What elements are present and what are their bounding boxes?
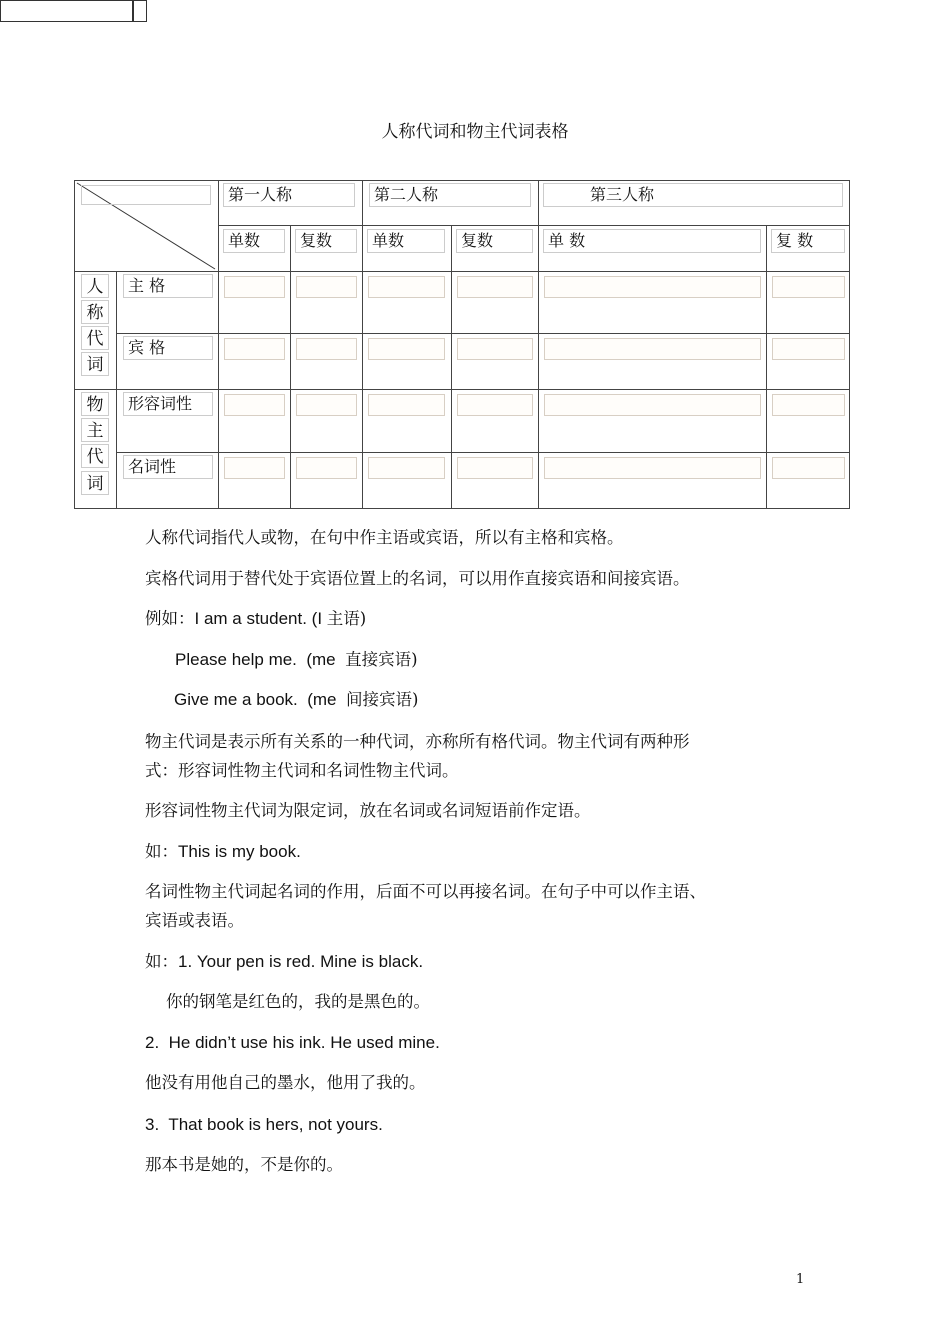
example-line-5: 如：1. Your pen is red. Mine is black. bbox=[145, 952, 424, 971]
diagonal-header-cell bbox=[74, 180, 219, 272]
table-cell bbox=[362, 452, 452, 509]
table-cell bbox=[538, 389, 767, 453]
row-label-noun: 名词性 bbox=[116, 452, 219, 509]
subheader-cell: 复数 bbox=[451, 225, 539, 272]
example-line-3: Give me a book. (me 间接宾语) bbox=[174, 690, 419, 709]
paragraph-object-pronoun: 宾格代词用于替代处于宾语位置上的名词，可以用作直接宾语和间接宾语。 bbox=[145, 569, 690, 588]
header-second-person: 第二人称 bbox=[362, 180, 539, 226]
table-cell bbox=[218, 389, 291, 453]
subheader-cell: 复数 bbox=[290, 225, 363, 272]
table-cell bbox=[451, 333, 539, 390]
paragraph-possessive-line-2: 式：形容词性物主代词和名词性物主代词。 bbox=[145, 761, 459, 780]
example-line-4: 如：This is my book. bbox=[145, 842, 301, 861]
table-cell bbox=[538, 271, 767, 334]
table-cell bbox=[538, 452, 767, 509]
paragraph-personal-pronoun: 人称代词指代人或物，在句中作主语或宾语，所以有主格和宾格。 bbox=[145, 528, 624, 547]
table-cell bbox=[218, 452, 291, 509]
table-cell bbox=[218, 333, 291, 390]
row-label-object: 宾 格 bbox=[116, 333, 219, 390]
table-cell bbox=[766, 389, 850, 453]
table-cell bbox=[362, 271, 452, 334]
paragraph-possessive-line-1: 物主代词是表示所有关系的一种代词，亦称所有格代词。物主代词有两种形 bbox=[145, 732, 690, 751]
table-cell bbox=[766, 271, 850, 334]
table-cell bbox=[290, 333, 363, 390]
subheader-cell: 单 数 bbox=[538, 225, 767, 272]
table-cell bbox=[451, 389, 539, 453]
header-first-person: 第一人称 bbox=[218, 180, 363, 226]
example-line-7: 3. That book is hers, not yours. bbox=[145, 1115, 383, 1134]
table-cell bbox=[290, 271, 363, 334]
row-label-adjective: 形容词性 bbox=[116, 389, 219, 453]
table-cell bbox=[766, 333, 850, 390]
subheader-cell: 单数 bbox=[362, 225, 452, 272]
table-cell bbox=[451, 452, 539, 509]
table-cell bbox=[290, 389, 363, 453]
example-translation-6: 他没有用他自己的墨水，他用了我的。 bbox=[145, 1073, 426, 1092]
example-translation-7: 那本书是她的，不是你的。 bbox=[145, 1155, 343, 1174]
corner-frame bbox=[0, 0, 133, 22]
example-translation-5: 你的钢笔是红色的，我的是黑色的。 bbox=[166, 992, 430, 1011]
table-cell bbox=[538, 333, 767, 390]
table-cell bbox=[766, 452, 850, 509]
paragraph-adjective-possessive: 形容词性物主代词为限定词，放在名词或名词短语前作定语。 bbox=[145, 801, 591, 820]
example-line-6: 2. He didn’t use his ink. He used mine. bbox=[145, 1033, 440, 1052]
page-number: 1 bbox=[796, 1272, 805, 1287]
page-title: 人称代词和物主代词表格 bbox=[381, 122, 569, 142]
paragraph-noun-possessive-line-1: 名词性物主代词起名词的作用，后面不可以再接名词。在句子中可以作主语、 bbox=[145, 882, 706, 901]
header-third-person: 第三人称 bbox=[538, 180, 850, 226]
example-line-2: Please help me. (me 直接宾语) bbox=[175, 650, 418, 669]
group-personal-pronouns: 人 称 代 词 bbox=[74, 271, 117, 390]
table-cell bbox=[218, 271, 291, 334]
subheader-cell: 单数 bbox=[218, 225, 291, 272]
example-line-1: 例如：I am a student. (I 主语) bbox=[145, 609, 367, 628]
pronoun-table bbox=[74, 180, 850, 509]
table-cell bbox=[451, 271, 539, 334]
row-label-subject: 主 格 bbox=[116, 271, 219, 334]
subheader-cell: 复 数 bbox=[766, 225, 850, 272]
corner-frame-small bbox=[133, 0, 147, 22]
paragraph-noun-possessive-line-2: 宾语或表语。 bbox=[145, 911, 244, 930]
group-possessive-pronouns: 物 主 代 词 bbox=[74, 389, 117, 509]
table-cell bbox=[362, 389, 452, 453]
table-cell bbox=[362, 333, 452, 390]
table-cell bbox=[290, 452, 363, 509]
